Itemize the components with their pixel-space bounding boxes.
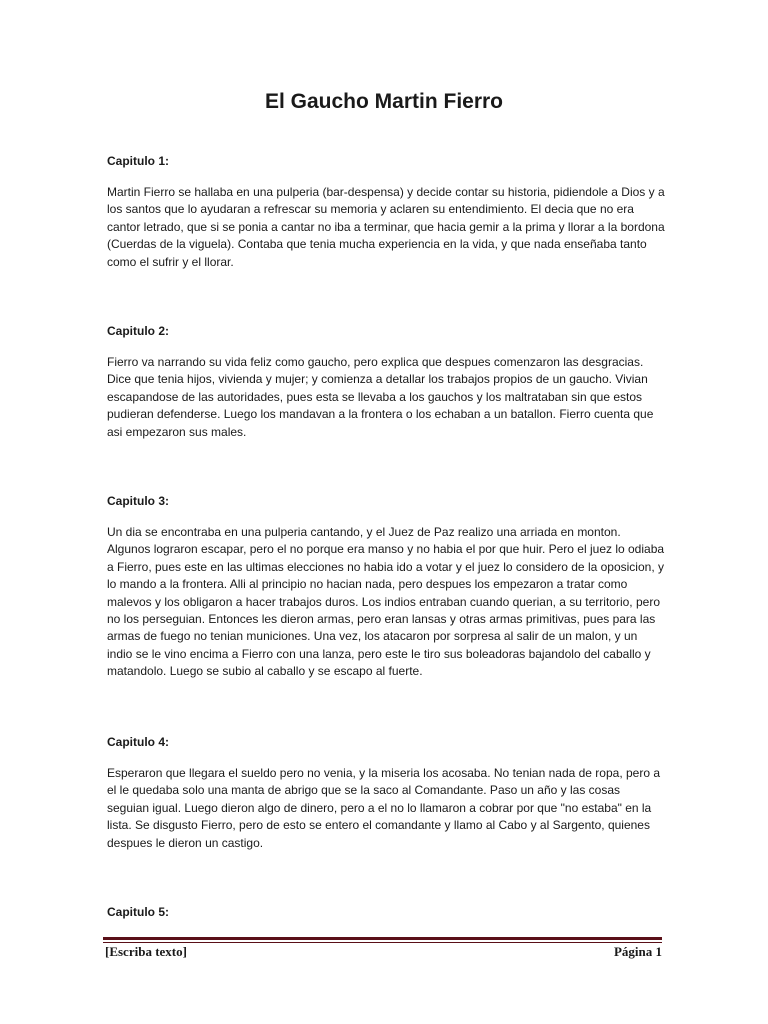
footer-placeholder-text: [Escriba texto] bbox=[105, 944, 187, 959]
chapter-heading: Capitulo 5: bbox=[107, 905, 169, 919]
page-number: Página 1 bbox=[613, 944, 662, 959]
chapter-4 bbox=[107, 733, 665, 852]
chapter-body: Esperaron que llegara el sueldo pero no venia, y la miseria los acosaba. No tenian nada de ropa, pero a el le quedaba solo una manta de abrigo que se la saco al Comandante. Paso un año y las cosas seguian igual. Luego dieron algo de dinero, pero a el no lo llamaron a cobrar por que "no estaba" en la lista. Se disgusto Fierro, pero de esto se entero el comandante y llamo al Cabo y al Sargento, quienes despues le dieron un castigo. bbox=[107, 766, 661, 850]
chapter-3 bbox=[107, 492, 665, 681]
chapter-1 bbox=[107, 152, 665, 271]
chapter-body: Fierro va narrando su vida feliz como gaucho, pero explica que despues comenzaron las desgracias. Dice que tenia hijos, vivienda y mujer; y comienza a detallar los trabajos propios de un gaucho. Vivian escapandose de las autoridades, pues esta se llevaba a los gauchos y los maltrataban sin que estos pudieran defenderse. Luego los mandavan a la frontera o los echaban a un batallon. Fierro cuenta que asi empezaron sus males. bbox=[107, 355, 654, 439]
chapter-heading: Capitulo 3: bbox=[107, 494, 169, 508]
chapter-heading: Capitulo 4: bbox=[107, 735, 169, 749]
footer-rule bbox=[103, 937, 662, 940]
document-title: El Gaucho Martin Fierro bbox=[264, 90, 504, 113]
chapter-heading: Capitulo 1: bbox=[107, 154, 169, 168]
chapter-body: Martin Fierro se hallaba en una pulperia (bar-despensa) y decide contar su historia, pidiendole a Dios y a los santos que lo ayudaran a refrescar su memoria y aclaren su entendimiento. El decia que no era cantor letrado, que si se ponia a cantar no iba a terminar, que hacia gemir a la prima y llorar a la bordona (Cuerdas de la viguela). Contaba que tenia mucha experiencia en la vida, y que nada enseñaba tanto como el sufrir y el llorar. bbox=[107, 185, 665, 269]
chapter-2 bbox=[107, 322, 665, 441]
chapter-heading: Capitulo 2: bbox=[107, 324, 169, 338]
footer-rule-thin bbox=[103, 942, 662, 943]
chapter-5 bbox=[107, 903, 665, 921]
chapter-body: Un dia se encontraba en una pulperia cantando, y el Juez de Paz realizo una arriada en monton. Algunos lograron escapar, pero el no porque era manso y no habia el por que huir. Pero el juez lo odiaba a Fierro, pues este en las ultimas elecciones no habia ido a votar y el juez lo considero de la oposicion, y lo mando a la frontera. Alli al principio no hacian nada, pero despues los empezaron a tratar como malevos y los obligaron a hacer trabajos duros. Los indios entraban cuando querian, a su territorio, pero no los perseguian. Entonces les dieron armas, pero eran lansas y otras armas primitivas, pues para las armas de fuego no tenian municiones. Una vez, los atacaron por sorpresa al salir de un malon, y un indio se le vino encima a Fierro con una lanza, pero este le tiro sus boleadoras bajandolo del caballo y matandolo. Luego se subio al caballo y se escapo al fuerte. bbox=[107, 525, 665, 679]
